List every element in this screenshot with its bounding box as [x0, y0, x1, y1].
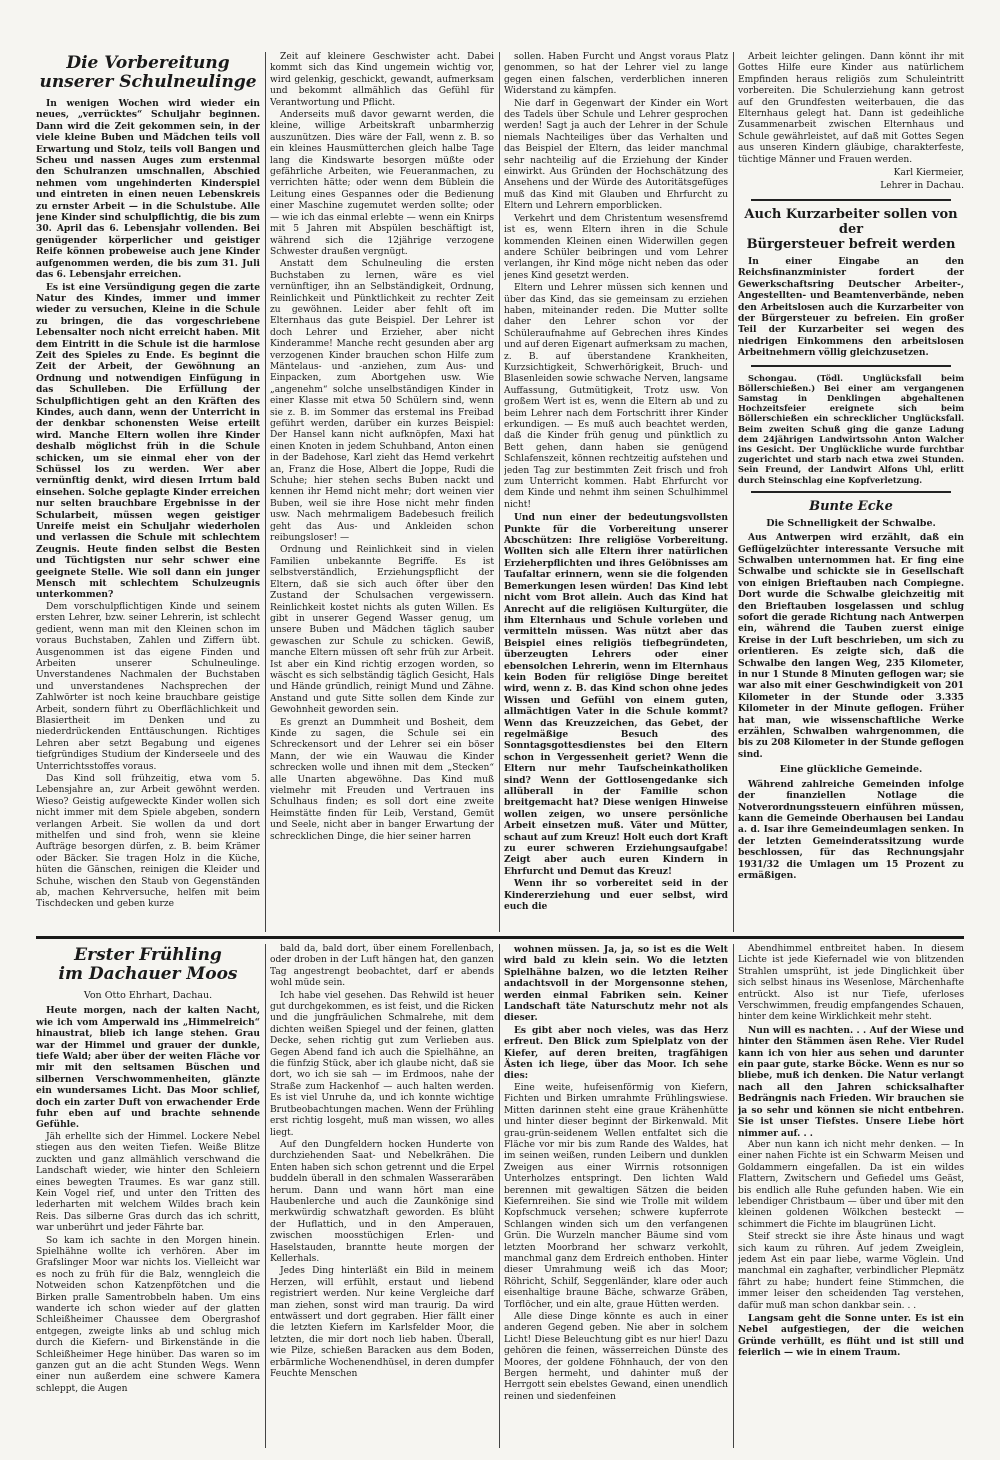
column-2 — [270, 52, 494, 932]
column-3 — [504, 52, 728, 932]
subheading: Die Schnelligkeit der Schwalbe. — [766, 517, 936, 529]
column-2 — [270, 944, 494, 1448]
paragraph: bald da, bald dort, über einem Forellenbach, oder droben in der Luft hängen hat, den ganzen Tag angestrengt beobachtet, darf er abends wohl müde sein. — [270, 944, 494, 989]
paragraph: wohnen müssen. Ja, ja, so ist es die Welt wird bald zu klein sein. Wo die letzten Spielhähne balzen, wo die letzten Reiher andachtsvoll in der Morgensonne stehen, werden einmal Fabriken sein. Keiner Landschaft täte Naturschutz mehr not als dieser. — [504, 944, 728, 1024]
column-divider — [265, 52, 266, 932]
column-divider — [265, 944, 266, 1448]
section-divider — [36, 936, 964, 939]
subheading: Eine glückliche Gemeinde. — [779, 764, 923, 776]
upper-section — [36, 52, 964, 932]
paragraph: Jäh erhellte sich der Himmel. Lockere Nebel stiegen aus den weiten Tiefen. Weiße Blitze zuckten und ganz allmählich verschwand die Landschaft wieder, wie hinter den Schleiern eines bewegten Traumes. Es war ganz still. Kein Vogel rief, und unter den Tritten des lederharten mit welchem Wildes brach kein Reis. Das silberne Gras durch das ich schritt, war unberührt und jeder Fährte bar. — [36, 1131, 260, 1234]
lower-section — [36, 944, 964, 1448]
article-title-schule: Die Vorbereitung unserer Schulneulinge — [39, 53, 257, 92]
paragraph: In wenigen Wochen wird wieder ein neues, „verrücktes“ Schuljahr beginnen. Dann wird die Zeit gekommen sein, in der viele kleine Buben und Mädchen teils voll Erwartung und Stolz, teils voll Bangen und Scheu und nassen Auges zum erstenmal den Schulranzen umschnallen, Abschied nehmen vom ungehinderten Kinderspiel und eintreten in einen neuen Lebenskreis zu ernster Arbeit — in die Schulstube. Alle jene Kinder sind schulpflichtig, die bis zum 30. April das 6. Lebensjahr vollenden. Bei genügender körperlicher und geistiger Reife können probeweise auch jene Kinder aufgenommen werden, die bis zum 31. Juli das 6. Lebensjahr erreichen. — [36, 98, 260, 281]
paragraph: So kam ich sachte in den Morgen hinein. Spielhähne wollte ich verhören. Aber im Grafslinger Moor war nichts los. Vielleicht war es noch zu früh für die Balz, wenngleich die Notweiden schon Katzenpfötchen und die Birken pralle Samentrobbeln haben. Um eins wanderte ich schon wieder auf der glatten Schleißheimer Chaussee dem Obergrashof entgegen, zweigte links ab und schlug mich durch die Kiefern- und Birkenstände in die Schleißheimer Hege hinüber. Das waren so im ganzen gut an die acht Stunden Wegs. Wenn einer nun außerdem eine schwere Kamera schleppt, die Augen — [36, 1235, 260, 1394]
paragraph: Eine weite, hufeisenförmig von Kiefern, Fichten und Birken umrahmte Frühlingswiese. Mitten darinnen steht eine graue Krähenhütte und hinter dieser beginnt der Birkenwald. Mit grau-grün-seidenem Wellen entfaltet sich die Fläche vor mir bis zum Rande des Waldes, hat im seinen weißen, runden Leibern und dunklen Zweigen aus einer Wirrnis rotsonnigen Unterholzes entspringt. Den lichten Wald berennen mit gewaltigen Sätzen die beiden Kiefernreihen. Sie sind wie Trolle mit wildem Kopfschmuck versehen; schwere kupferrote Schlangen winden sich um den verfangenen Grün. Die Wurzeln mancher Bäume sind vom letzten Moorbrand her schwarz verkohlt, manchmal ganz dem Erdreich enthoben. Hinter dieser Umrahmung weiß ich das Moor; Röhricht, Schilf, Seggenländer, klare oder auch eisenhaltige braune Bäche, schwarze Gräben, Torflöcher, und ein alte, graue Hütten werden. — [504, 1082, 728, 1310]
article-title-kurzarbeiter: Auch Kurzarbeiter sollen von der Bürgersteuer befreit werden — [744, 206, 958, 252]
paragraph: Abendhimmel entbreitet haben. In diesem Lichte ist jede Kiefernadel wie von blitzenden Strahlen umsprüht, ist jede Dinglichkeit über sich selbst hinaus ins Wesenlose, Märchenhafte entrückt. Also ist nur Tiefe, uferloses Verschwimmen, freudig empfangendes Schauen, hinter dem keine Wirklichkeit mehr steht. — [738, 944, 964, 1023]
paragraph: Steif streckt sie ihre Äste hinaus und wagt sich kaum zu rühren. Auf jedem Zweiglein, jedem Ast ein paar liebe, warme Vöglein. Und manchmal ein zaghafter, verbindlicher Plepmätz fährt zu habe; hundert feine Stimmchen, die immer leiser den scheidenden Tag verstehen, dafür muß man schon dankbar sein. . . — [738, 1232, 964, 1311]
section-title-bunte-ecke: Bunte Ecke — [809, 498, 893, 514]
column-divider — [733, 52, 734, 932]
paragraph: Schongau. (Tödl. Unglücksfall beim Böllerschießen.) Bei einer am vergangenen Samstag in Denklingen abgehaltenen Hochzeitsfeier ereignete sich beim Böllerschießen ein schrecklicher Unglücksfall. Beim zweiten Schuß ging die ganze Ladung dem 24jährigen Landwirtssohn Anton Walcher ins Gesicht. Der Unglückliche wurde furchtbar zugerichtet und starb nach etwa zwei Stunden. Sein Freund, der Landwirt Alfons Uhl, erlitt durch Steinschlag eine Kopfverletzung. — [738, 372, 964, 485]
paragraph: Es ist eine Versündigung gegen die zarte Natur des Kindes, immer und immer wieder zu versuchen, Kleine in die Schule zu bringen, die das vorgeschriebene Lebensalter noch nicht erreicht haben. Mit dem Eintritt in die Schule ist die harmlose Zeit des Spieles zu Ende. Es beginnt die Zeit der Arbeit, der Gewöhnung an Ordnung und notwendigen Einfügung in das Schulleben. Die Erfüllung der Schulpflichtigen geht an den Kräften des Kindes, auch dann, wenn der Unterricht in der denkbar schonensten Weise erteilt wird. Manche Eltern wollen ihre Kinder deshalb möglichst früh in die Schule schicken, um sie einmal eher von der Schüssel los zu werden. Wer aber vernünftig denkt, wird diesen Irrtum bald einsehen. Solche geplagte Kinder erreichen nur selten brauchbare Ergebnisse in der Schularbeit, müssen wegen geistiger Unreife meist ein Schuljahr wiederholen und verlassen die Schule mit schlechtem Zeugnis. Heute finden selbst die Besten und Tüchtigsten nur sehr schwer eine geeignete Stelle. Wie soll dann ein junger Mensch mit schlechtem Schulzeugnis unterkommen? — [36, 281, 260, 601]
paragraph: Während zahlreiche Gemeinden infolge der finanziellen Notlage die Notverordnungssteuern einführen müssen, kann die Gemeinde Oberhausen bei Landau a. d. Isar ihre Gemeindeumlagen senken. In der letzten Gemeinderatssitzung wurde beschlossen, für das Rechnungsjahr 1931/32 die Umlagen um 15 Prozent zu ermäßigen. — [738, 778, 964, 881]
column-divider — [499, 52, 500, 932]
paragraph: Nie darf in Gegenwart der Kinder ein Wort des Tadels über Schule und Lehrer gesprochen werden! Sagt ja auch der Lehrer in der Schule niemals Nachteiliges über das Verhalten und das Beispiel der Eltern, das leider manchmal sehr nachteilig auf die Erziehung der Kinder einwirkt. Aus Gründen der Hochschätzung des Ansehens und der Würde des Autoritätsgefüges muß das Kind mit Glauben und Ehrfurcht zu Eltern und Lehrern emporblicken. — [504, 98, 728, 212]
paragraph: Dem vorschulpflichtigen Kinde und seinem ersten Lehrer, bzw. seiner Lehrerin, ist schlecht gedient, wenn man mit den Kleinen schon im voraus Buchstaben, Zahlen und Ziffern übt. Ausgenommen ist das eigene Finden und Arbeiten unserer Schulneulinge. Unverstandenes Nachmalen der Buchstaben und unverstandenes Nachsprechen der Zahlwörter ist noch keine brauchbare geistige Arbeit, sondern führt zu Oberflächlichkeit und Blasiertheit im Denken und zu niederdrückenden Enttäuschungen. Richtiges Lehren aber setzt Begabung und eigenes tiefgründiges Studium der Kinderseele und des Unterrichtsstoffes voraus. — [36, 601, 260, 772]
paragraph: Eltern und Lehrer müssen sich kennen und über das Kind, das sie gemeinsam zu erziehen haben, miteinander reden. Die Mutter sollte daher den Lehrer schon vor der Schüleraufnahme auf Gebrechen ihres Kindes und auf deren Eigenart aufmerksam zu machen, z. B. auf überstandene Krankheiten, Kurzsichtigkeit, Schwerhörigkeit, Bruch- und Blasenleiden sowie schwache Nerven, langsame Auffassung, Gutmütigkeit, Trotz usw. Von großem Wert ist es, wenn die Eltern ab und zu beim Lehrer nach dem Fortschritt ihrer Kinder erkundigen. — Es muß auch beachtet werden, daß die Kinder früh genug und pünktlich zu Bett gehen, dann haben sie genügend Schlafenszeit, können rechtzeitig aufstehen und jeden Tag zur bestimmten Zeit frisch und froh zum Unterricht kommen. Habt Ehrfurcht vor dem Kinde und nehmt ihm seinen Schulhimmel nicht! — [504, 283, 728, 510]
paragraph: sollen. Haben Furcht und Angst voraus Platz genommen, so hat der Lehrer viel zu lange gegen einen falschen, verderblichen inneren Widerstand zu kämpfen. — [504, 52, 728, 97]
paragraph: Heute morgen, nach der kalten Nacht, wie ich vom Amperwald ins „Himmelreich“ hinaustrat, blieb ich lange stehen. Grau war der Himmel und grauer der dunkle, tiefe Wald; aber über der weiten Fläche vor mir mit den seltsamen Büschen und silbernen Verschwommenheiten, glänzte ein wundersames Licht. Das Moor schlief, doch ein zarter Duft von erwachender Erde fuhr eben auf und brachte sehnende Gefühle. — [36, 1005, 260, 1131]
paragraph: Arbeit leichter gelingen. Dann könnt ihr mit Gottes Hilfe eure Kinder aus natürlichem Empfinden heraus religiös zum Schuleintritt vorbereiten. Die Schulerziehung kann getrost auf den Grundfesten weiterbauen, die das Elternhaus gelegt hat. Dann ist gedeihliche Zusammenarbeit zwischen Elternhaus und Schule gewährleistet, auf daß mit Gottes Segen aus unseren Kindern gläubige, charakterfeste, tüchtige Männer und Frauen werden. — [738, 52, 964, 165]
column-1 — [36, 52, 260, 932]
author-role: Lehrer in Dachau. — [880, 181, 964, 192]
newspaper-page — [36, 52, 964, 1448]
article-title-fruehling: Erster Frühling im Dachauer Moos — [58, 945, 238, 984]
separator — [751, 199, 951, 201]
column-divider — [499, 944, 500, 1448]
paragraph: Anderseits muß davor gewarnt werden, die kleine, willige Arbeitskraft unbarmherzig auszunützen. Dies wäre der Fall, wenn z. B. so ein kleines Hausmütterchen gleich halbe Tage lang die Kindswarte besorgen müßte oder gefährliche Arbeiten, wie Feueranmachen, zu verrichten hätte; oder wenn dem Büblein die Leitung eines Gespannes oder die Bedienung einer Maschine zugemutet werden sollte; oder — wie ich das einmal erlebte — wenn ein Knirps mit 5 Jahren mit Abspülen beschäftigt ist, während sich die 12jährige verzogene Schwester draußen vergnügt. — [270, 110, 494, 257]
column-4 — [738, 944, 964, 1448]
column-3 — [504, 944, 728, 1448]
column-1 — [36, 944, 260, 1448]
author-name: Karl Kiermeier, — [893, 168, 964, 179]
paragraph: Auf den Dungfeldern hocken Hunderte von durchziehenden Saat- und Nebelkrähen. Die Enten haben sich schon getrennt und die Erpel buddeln überall in den schmalen Wasseraräben herum. Dann und wann hört man eine Haubenlerche und auch die Zaunkönige sind merkwürdig schwatzhaft geworden. Es blüht der Huflattich, und in den Amperauen, zwischen moosstüchigen Erlen- und Haselstauden, branntte heute morgen der Kellerhals. — [270, 1139, 494, 1264]
paragraph: Und nun einer der bedeutungsvollsten Punkte für die Vorbereitung unserer Abcschützen: Ihre religiöse Vorbereitung. Wollten sich alle Eltern ihrer natürlichen Erzieherpflichten und ihres Gelöbnisses am Taufaltar erinnern, wenn sie die folgenden Bemerkungen lesen würden! Das Kind lebt nicht vom Brot allein. Auch das Kind hat Anrecht auf die religiösen Kulturgüter, die ihm Elternhaus und Schule vorleben und vermitteln müssen. Was nützt aber das Beispiel eines religiös tiefbegründeten, überzeugten Lehrers oder einer ebensolchen Lehrerin, wenn im Elternhaus kein Boden für religiöse Dinge bereitet wird, wenn z. B. das Kind schon ohne jedes Wissen und Gefühl von einem guten, allmächtigen Vater in die Schule kommt? Wenn das Kreuzzeichen, das Gebet, der regelmäßige Besuch des Sonntagsgottesdienstes bei den Eltern schon in Vergessenheit geriet? Wenn die Eltern nur mehr Taufscheinkatholiken sind? Wenn der Gottlosengedanke sich allüberall in der Familie schon breitgemacht hat? Diese wenigen Hinweise wollen zeigen, wo unsere persönliche Arbeit einsetzen muß. Väter und Mütter, schaut auf zum Kreuz! Holt euch dort Kraft zu eurer schweren Erziehungsaufgabe! Zeigt aber auch euren Kindern in Ehrfurcht und Demut das Kreuz! — [504, 512, 728, 877]
paragraph: Wenn ihr so vorbereitet seid in der Kindererziehung und euer selbst, wird euch die — [504, 878, 728, 913]
paragraph: Ordnung und Reinlichkeit sind in vielen Familien unbekannte Begriffe. Es ist selbstverständlich, Erziehungspflicht der Eltern, daß sie sich auch öfter über den Zustand der Schulsachen vergewissern. Reinlichkeit kostet nichts als guten Willen. Es gibt in unserer Gegend Wasser genug, um unsere Buben und Mädchen täglich sauber gewaschen zur Schule zu schicken. Gewiß, manche Eltern müssen oft sehr früh zur Arbeit. Ist aber ein Kind richtig erzogen worden, so wäscht es sich selbständig täglich Gesicht, Hals und Hände gründlich, reinigt Mund und Zähne. Anstand und gute Sitte sollen dem Kinde zur Gewohnheit geworden sein. — [270, 545, 494, 716]
separator — [751, 491, 951, 493]
paragraph: Langsam geht die Sonne unter. Es ist ein Nebel aufgestiegen, der die weichen Gründe verhüllt, es flüht und ist still und feierlich — wie in einem Traum. — [738, 1313, 964, 1359]
paragraph: Nun will es nachten. . . Auf der Wiese und hinter den Stämmen äsen Rehe. Vier Rudel kann ich von hier aus sehen und darunter ein paar gute, starke Böcke. Wenn es nur so bliebe, muß ich denken. Die Natur verlangt nach all den Jahren schicksalhafter Bedrängnis nach Frieden. Wir brauchen sie ja so sehr und können sie nicht entbehren. Sie ist unser Tiefstes. Unsere Liebe hört nimmer auf. . . — [738, 1024, 964, 1139]
paragraph: Verkehrt und dem Christentum wesensfremd ist es, wenn Eltern ihren in die Schule kommenden Kleinen einen Widerwillen gegen andere Schüler beibringen und vom Lehrer verlangen, ihr Kind möge nicht neben das oder jenes Kind gesetzt werden. — [504, 213, 728, 281]
paragraph: In einer Eingabe an den Reichsfinanzminister fordert der Gewerkschaftsring Deutscher Arbeiter-, Angestellten- und Beamtenverbände, neben den Arbeitslosen auch die Kurzarbeiter von der Bürgersteuer zu befreien. Ein großer Teil der Kurzarbeiter sei wegen des niedrigen Einkommens den arbeitslosen Arbeitnehmern völlig gleichzusetzen. — [738, 255, 964, 359]
paragraph: Ich habe viel gesehen. Das Rehwild ist heuer gut durchgekommen, es ist feist, und die Ricken und die jungfräulichen Schmalrehe, mit dem dichten weißen Spiegel und der feinen, glatten Decke, sehen richtig gut zum Verlieben aus. Gegen Abend fand ich auch die Spielhähne, an die fünfzig Stück, aber ich glaube nicht, daß sie dort, wo ich sie sah — im Erdmoos, nahe der Straße zum Hackenhof — auch halten werden. Es ist viel Unruhe da, und ich konnte wichtige Brutbeobachtungen machen. Wenn der Frühling erst richtig losgeht, muß man wissen, wo alles liegt. — [270, 990, 494, 1138]
separator — [751, 365, 951, 367]
paragraph: Das Kind soll frühzeitig, etwa vom 5. Lebensjahre an, zur Arbeit gewöhnt werden. Wieso? Geistig aufgeweckte Kinder wollen sich nicht immer mit dem Spiele abgeben, sondern verlangen Arbeit. Sie wollen da und dort mithelfen und sind froh, wenn sie kleine Aufträge besorgen dürfen, z. B. beim Krämer oder Bäcker. Sie tragen Holz in die Küche, hüten die Gänschen, reinigen die Kleider und Schuhe, wischen den Staub von Gegenständen ab, machen Kehrversuche, helfen mit beim Tischdecken und geben kurze — [36, 773, 260, 910]
paragraph: Zeit auf kleinere Geschwister acht. Dabei kommt sich das Kind ungemein wichtig vor, wird gelenkig, geschickt, gewandt, aufmerksam und bekommt allmählich das Gefühl für Verantwortung und Pflicht. — [270, 52, 494, 108]
paragraph: Jedes Ding hinterläßt ein Bild in meinem Herzen, will erfühlt, erstaut und liebend registriert werden. Nur keine Vergleiche darf man ziehen, sonst wird man traurig. Da wird entwässert und dort gegraben. Hier fällt einer die letzten Kiefern im Karlsfelder Moor, die letzten, die mir dort noch lieb haben. Überall, wie Pilze, schießen Baracken aus dem Boden, erbärmliche Wochenendhüsel, in deren dumpfer Feuchte Menschen — [270, 1266, 494, 1380]
column-divider — [733, 944, 734, 1448]
paragraph: Es grenzt an Dummheit und Bosheit, dem Kinde zu sagen, die Schule sei ein Schreckensort und der Lehrer sei ein böser Mann, der wie ein Wauwau die Kinder schrecken wolle und ihnen mit dem „Stecken“ alle Unarten abgewöhne. Das Kind muß vielmehr mit Freuden und Vertrauen ins Schulhaus finden; es soll dort eine zweite Heimstätte finden für Leib, Verstand, Gemüt und Seele, nicht aber in banger Erwartung der schrecklichen Dinge, die hier seiner harren — [270, 717, 494, 842]
byline: Von Otto Ehrhart, Dachau. — [83, 990, 213, 1001]
paragraph: Aus Antwerpen wird erzählt, daß ein Geflügelzüchter interessante Versuche mit Schwalben unternommen hat. Er fing eine Schwalbe und schickte sie in Gesellschaft von einigen Brieftauben nach Compiegne. Dort wurde die Schwalbe gleichzeitig mit den Brieftauben losgelassen und schlug sofort die gerade Richtung nach Antwerpen ein, während die Tauben zuerst einige Kreise in der Luft beschrieben, um sich zu orientieren. Es zeigte sich, daß die Schwalbe den langen Weg, 235 Kilometer, in nur 1 Stunde 8 Minuten geflogen war; sie war also mit einer Geschwindigkeit von 201 Kilometer in der Stunde oder 3.335 Kilometer in der Minute geflogen. Früher hat man, wie wissenschaftliche Werke erzählen, Schwalben wahrgenommen, die bis zu 208 Kilometer in der Stunde geflogen sind. — [738, 532, 964, 760]
paragraph: Anstatt dem Schulneuling die ersten Buchstaben zu lernen, wäre es viel vernünftiger, ihn an Selbständigkeit, Ordnung, Reinlichkeit und Pünktlichkeit zu rechter Zeit zu gewöhnen. Leider aber fehlt oft im Elternhaus das gute Beispiel. Der Lehrer ist doch Lehrer und Erzieher, aber nicht Kinderamme! Manche recht gesunden aber arg verzogenen Kinder brauchen schon Hilfe zum Mäntelaus- und -anziehen, zum Aus- und Einpacken, zum Abortgehen usw. Wie „angenehm“ solche unselbständigen Kinder in einer Klasse mit etwa 50 Schülern sind, wenn sie z. B. im Sommer das erstemal ins Freibad geführt werden, darüber ein kurzes Beispiel: Der Hansel kann nicht aufknöpfen, Maxi hat einen Knoten in jedem Schuhband, Anton einen in der Badehose, Karl zieht das Hemd verkehrt an, Franz die Hose, Albert die Joppe, Rudi die Schuhe; hier stehen sechs Buben nackt und kennen ihr Hemd nicht mehr; dort weinen vier Buben, weil sie ihre Hose nicht mehr finden usw. Nach mehrmaligem Badebesuch freilich geht das Aus- und Ankleiden schon reibungsloser! — — [270, 259, 494, 544]
column-4 — [738, 52, 964, 932]
paragraph: Alle diese Dinge könnte es auch in einer anderen Gegend geben. Nie aber in solchem Licht! Diese Beleuchtung gibt es nur hier! Dazu gehören die feinen, wässerreichen Dünste des Moores, der goldene Föhnhauch, der von den Bergen hermeht, und dahinter muß der Herrgott sein ebelstes Gewand, einen unendlich reinen und siedenfeinen — [504, 1312, 728, 1402]
paragraph: Es gibt aber noch vieles, was das Herz erfreut. Den Blick zum Spielplatz von der Kiefer, auf deren breiten, tragfähigen Ästen ich liege, über das Moor. Ich sehe dies: — [504, 1024, 728, 1082]
paragraph: Aber nun kann ich nicht mehr denken. — In einer nahen Fichte ist ein Schwarm Meisen und Goldammern eingefallen. Da ist ein wildes Flattern, Zwitschern und Gefiedel ums Geäst, bis endlich alle Ruhe gefunden haben. Wie ein lebendiger Christbaum — über und über mit den kleinen goldenen Wölkchen besteckt — schimmert die Fichte im blaugrünen Licht. — [738, 1139, 964, 1230]
